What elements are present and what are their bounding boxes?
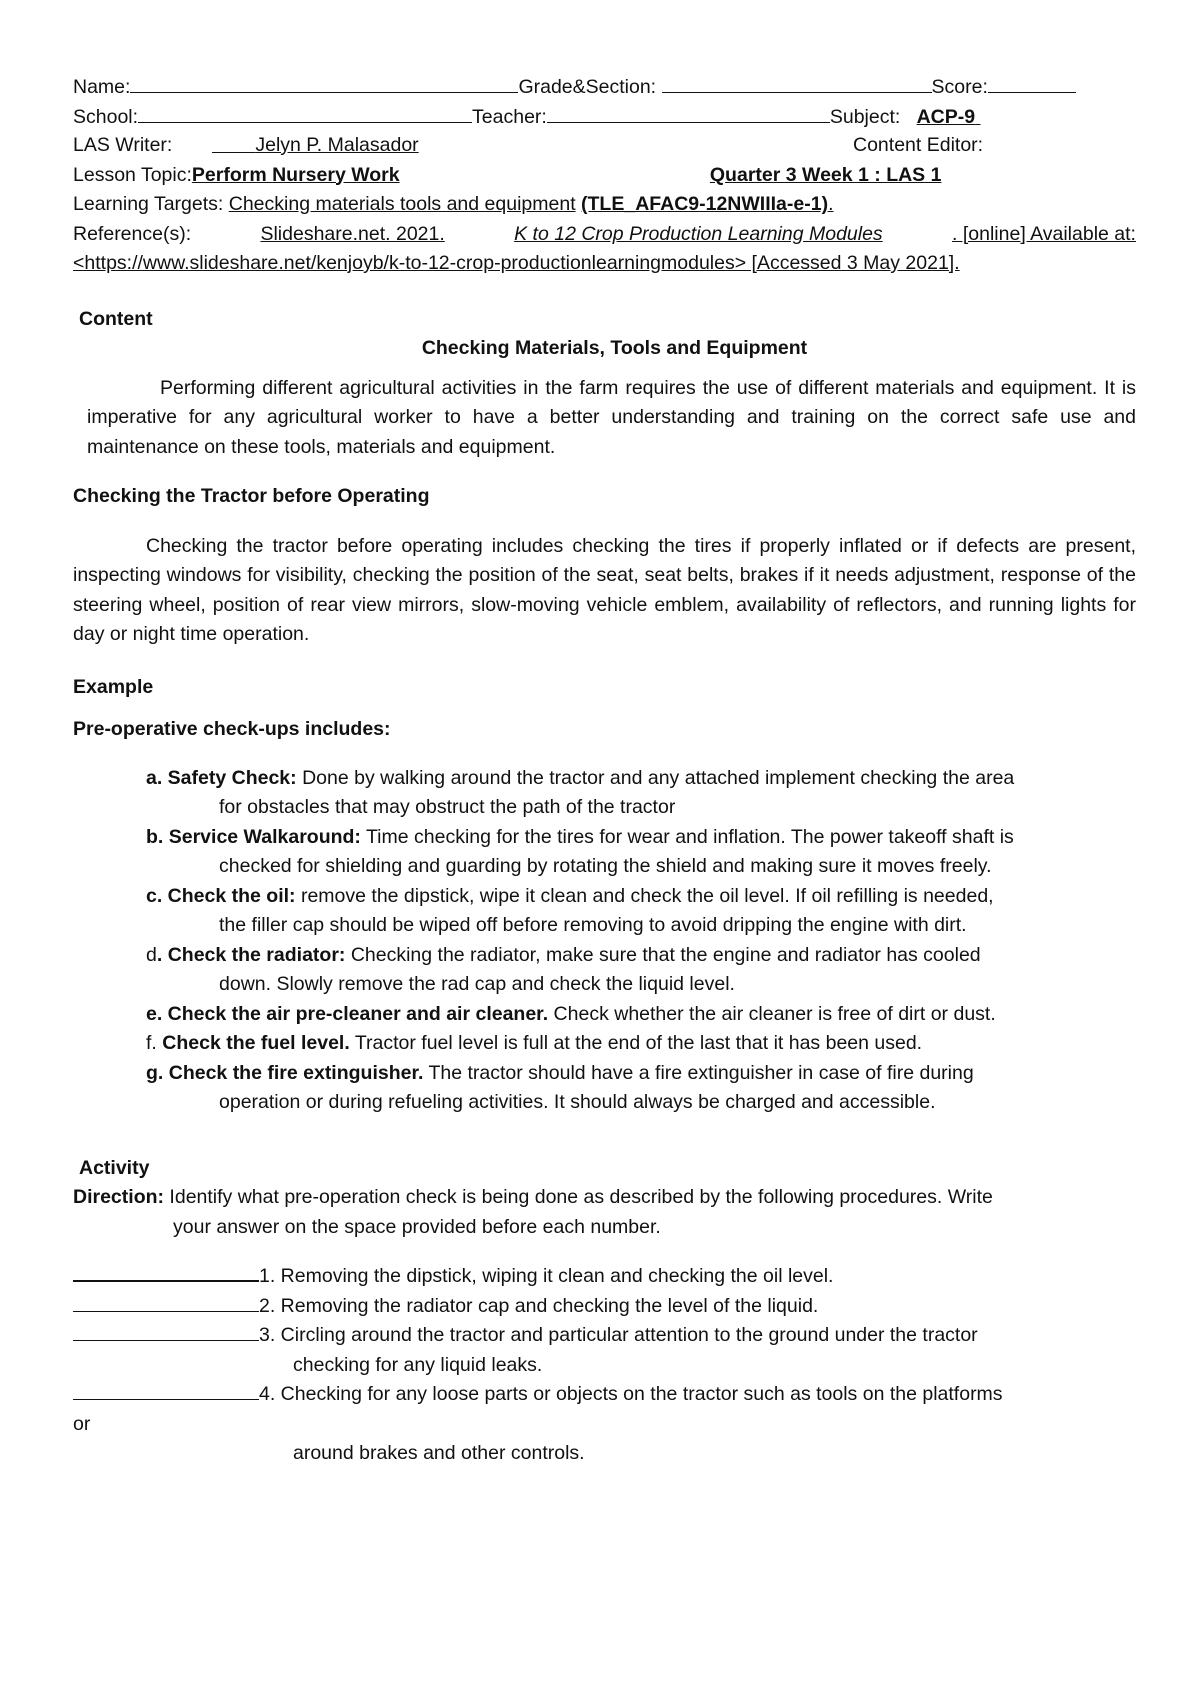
check-label: . Check the radiator:	[156, 943, 346, 966]
reference-title: K to 12 Crop Production Learning Modules	[514, 222, 883, 245]
name-label: Name:	[73, 76, 131, 98]
check-item-air-cleaner	[146, 1000, 1136, 1030]
answer-blank[interactable]	[73, 1293, 259, 1312]
check-label: b. Service Walkaround:	[146, 825, 361, 848]
activity-item-text-wrap: or	[73, 1412, 91, 1435]
las-writer-value: Jelyn P. Malasador	[255, 134, 419, 156]
check-label: a. Safety Check:	[146, 766, 297, 789]
activity-item-4	[73, 1380, 1136, 1469]
preop-heading: Pre-operative check-ups includes:	[73, 718, 391, 740]
score-label: Score:	[931, 76, 988, 98]
activity-item-text: 2. Removing the radiator cap and checking the level of the liquid.	[259, 1294, 819, 1317]
answer-blank[interactable]	[73, 1262, 259, 1282]
school-label: School:	[73, 105, 139, 128]
check-text-cont: operation or during refueling activities. It should always be charged and accessible.	[219, 1091, 936, 1113]
check-text-cont: down. Slowly remove the rad cap and check the liquid level.	[219, 973, 735, 995]
check-text: remove the dipstick, wipe it clean and check the oil level. If oil refilling is needed,	[295, 884, 994, 907]
intro-paragraph: Performing different agricultural activities in the farm requires the use of different materials and equipment. It is imperative for any agricultural worker to have a better understanding and training on the correct safe use and maintenance on these tools, materials and equipment.	[87, 376, 1136, 458]
header-row-topic	[73, 161, 1136, 191]
content-editor-label: Content Editor:	[853, 134, 984, 156]
learning-targets-end: .	[828, 193, 834, 215]
example-heading: Example	[73, 675, 154, 698]
lesson-topic-value: Perform Nursery Work	[191, 163, 400, 186]
subject-value: ACP-9	[916, 105, 976, 128]
activity-item-text-cont: checking for any liquid leaks.	[293, 1353, 543, 1376]
activity-direction	[73, 1183, 1136, 1242]
check-label: e. Check the air pre-cleaner and air cleaner.	[146, 1002, 549, 1025]
tractor-heading: Checking the Tractor before Operating	[73, 485, 430, 507]
score-blank[interactable]	[988, 72, 1076, 93]
activity-item-text: 3. Circling around the tractor and particular attention to the ground under the tractor	[259, 1324, 978, 1346]
check-text: The tractor should have a fire extinguisher in case of fire during	[423, 1061, 974, 1084]
answer-blank[interactable]	[73, 1322, 259, 1341]
check-item-radiator	[146, 941, 1136, 1000]
header-row-url	[73, 249, 1136, 279]
check-item-walkaround	[146, 823, 1136, 882]
school-blank[interactable]	[138, 102, 472, 123]
activity-heading: Activity	[79, 1156, 150, 1179]
check-prefix: f.	[146, 1032, 163, 1054]
direction-text-cont: your answer on the space provided before each number.	[173, 1215, 661, 1238]
checks-list	[73, 764, 1136, 1118]
activity-item-2	[73, 1292, 1136, 1322]
check-text-cont: for obstacles that may obstruct the path of the tractor	[219, 796, 676, 818]
activity-item-text: 4. Checking for any loose parts or objects on the tractor such as tools on the platforms	[259, 1383, 1003, 1405]
las-writer-field	[212, 131, 641, 161]
direction-label: Direction:	[73, 1186, 165, 1208]
check-text: Time checking for the tires for wear and inflation. The power takeoff shaft is	[360, 825, 1014, 848]
learning-targets-code: (TLE_AFAC9-12NWIIIa-e-1)	[581, 193, 829, 215]
reference-part1[interactable]: Slideshare.net. 2021.	[260, 222, 445, 245]
check-label: Check the fuel level.	[162, 1032, 350, 1054]
lesson-topic-label: Lesson Topic:	[73, 163, 192, 186]
check-text-cont: the filler cap should be wiped off before removing to avoid dripping the engine with dirt.	[219, 914, 967, 936]
name-blank[interactable]	[130, 72, 518, 93]
check-item-extinguisher	[146, 1059, 1136, 1118]
content-title-text: Checking Materials, Tools and Equipment	[421, 337, 808, 359]
learning-targets-value: Checking materials tools and equipment	[228, 193, 576, 215]
check-text: Checking the radiator, make sure that the engine and radiator has cooled	[345, 943, 981, 966]
header-row-writer	[73, 131, 1136, 161]
header-row-school	[73, 102, 1136, 132]
check-item-safety	[146, 764, 1136, 823]
check-label: g. Check the fire extinguisher.	[146, 1061, 424, 1084]
answer-blank[interactable]	[73, 1381, 259, 1400]
check-text: Done by walking around the tractor and any attached implement checking the area	[296, 766, 1015, 789]
check-item-fuel	[146, 1029, 1136, 1059]
reference-part2: . [online] Available at:	[952, 222, 1136, 245]
grade-blank[interactable]	[662, 72, 932, 93]
direction-text: Identify what pre-operation check is being done as described by the following procedures. Write	[164, 1186, 993, 1208]
content-title	[73, 334, 1136, 364]
tractor-paragraph: Checking the tractor before operating includes checking the tires if properly inflated or if defects are present, inspecting windows for visibility, checking the position of the seat, seat belts, brakes if it needs adjustment, response of the steering wheel, position of rear view mirrors, slow-moving vehicle emblem, availability of reflectors, and running lights for day or night time operation.	[73, 534, 1136, 645]
activity-item-text-cont: around brakes and other controls.	[293, 1442, 585, 1464]
teacher-label: Teacher:	[472, 105, 547, 128]
subject-label: Subject:	[829, 105, 901, 128]
header-row-name	[73, 72, 1136, 102]
check-label: c. Check the oil:	[146, 884, 296, 907]
reference-label: Reference(s):	[73, 222, 192, 245]
las-writer-label: LAS Writer:	[73, 134, 173, 156]
header-row-reference	[73, 220, 1136, 250]
check-item-oil	[146, 882, 1136, 941]
activity-item-text: 1. Removing the dipstick, wiping it clean and checking the oil level.	[259, 1265, 834, 1287]
activity-items	[73, 1262, 1136, 1469]
check-prefix: d	[146, 943, 157, 966]
grade-label: Grade&Section:	[518, 76, 657, 98]
check-text: Tractor fuel level is full at the end of the last that it has been used.	[349, 1032, 923, 1054]
teacher-blank[interactable]	[547, 102, 830, 123]
check-text: Check whether the air cleaner is free of dirt or dust.	[548, 1002, 996, 1025]
quarter-value: Quarter 3 Week 1 : LAS 1	[709, 163, 942, 186]
learning-targets-label: Learning Targets:	[73, 193, 224, 215]
content-heading-text: Content	[79, 307, 153, 330]
activity-item-1	[73, 1262, 1136, 1292]
header-row-targets	[73, 190, 1136, 220]
content-heading	[73, 305, 1136, 335]
reference-url[interactable]: <https://www.slideshare.net/kenjoyb/k-to-12-crop-productionlearningmodules> [Accessed 3 May 2021].	[73, 252, 960, 274]
activity-item-3	[73, 1321, 1136, 1380]
check-text-cont: checked for shielding and guarding by rotating the shield and making sure it moves freely.	[219, 855, 992, 877]
